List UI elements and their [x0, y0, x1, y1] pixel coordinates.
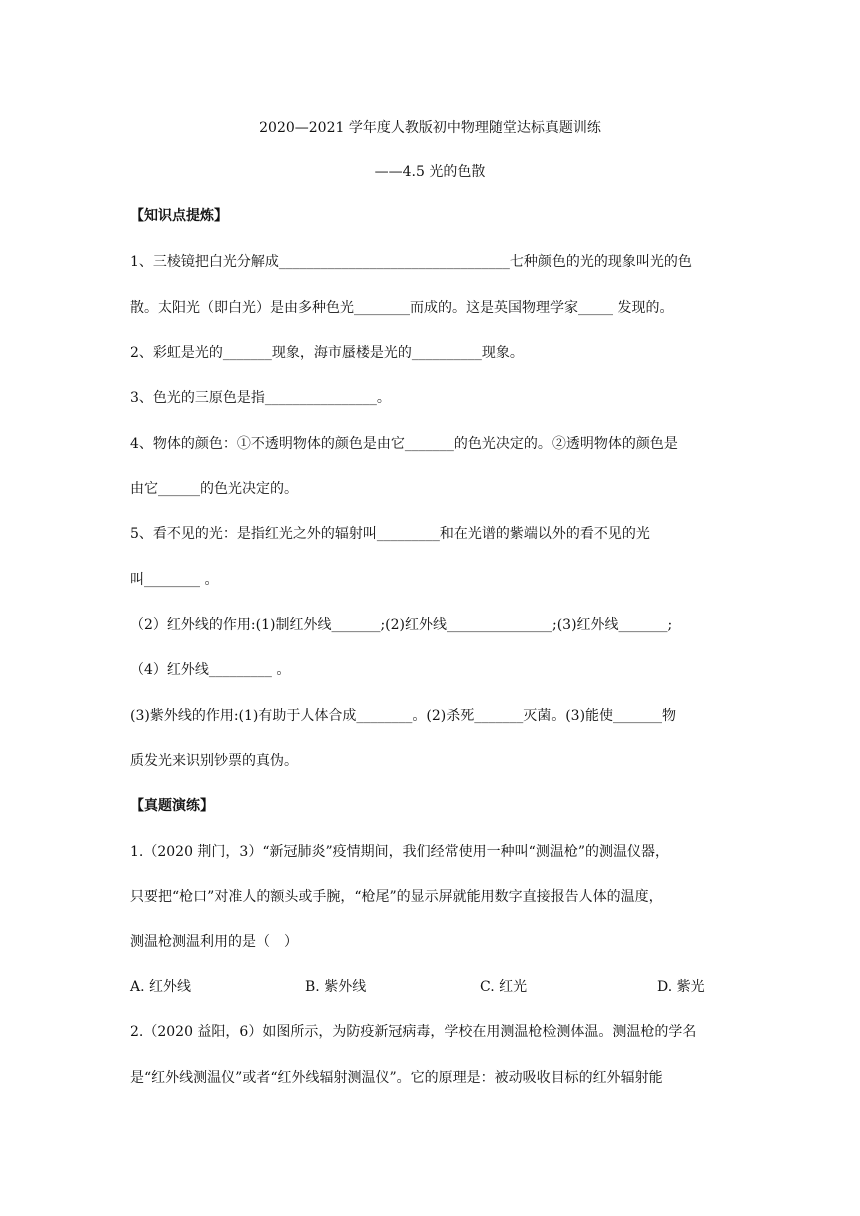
knowledge-line: （4）红外线_________ 。	[130, 662, 291, 678]
knowledge-line: 4、物体的颜色：①不透明物体的颜色是由它_______的色光决定的。②透明物体的颜色是	[130, 436, 678, 452]
knowledge-line: 散。太阳光（即白光）是由多种色光________而成的。这是英国物理学家_____ 发现的。	[130, 300, 674, 316]
knowledge-line: （2）红外线的作用:(1)制红外线_______;(2)红外线_______________;(3)红外线_______;	[130, 617, 673, 633]
knowledge-line: 叫________ 。	[130, 572, 219, 588]
document-subtitle: ——4.5 光的色散	[374, 164, 486, 180]
knowledge-line: 5、看不见的光：是指红光之外的辐射叫_________和在光谱的紫端以外的看不见的光	[130, 526, 650, 542]
knowledge-line: (3)紫外线的作用:(1)有助于人体合成________。(2)杀死_______灭菌。(3)能使_______物	[130, 708, 677, 724]
section-heading-practice: 【真题演练】	[130, 798, 214, 814]
question-line: 测温枪测温利用的是（ ）	[130, 934, 298, 950]
knowledge-line: 1、三棱镜把白光分解成_________________________________七种颜色的光的现象叫光的色	[130, 254, 692, 270]
option-a: A. 红外线	[130, 979, 192, 995]
section-heading-knowledge: 【知识点提炼】	[130, 208, 228, 224]
knowledge-line: 3、色光的三原色是指________________。	[130, 390, 391, 406]
question-line: 只要把“枪口”对准人的额头或手腕，“枪尾”的显示屏就能用数字直接报告人体的温度，	[130, 889, 663, 905]
option-d: D. 紫光	[657, 979, 705, 995]
knowledge-line: 质发光来识别钞票的真伪。	[130, 753, 298, 769]
knowledge-line: 由它______的色光决定的。	[130, 481, 298, 497]
option-b: B. 紫外线	[305, 979, 367, 995]
question-line: 2.（2020 益阳，6）如图所示，为防疫新冠病毒，学校在用测温枪检测体温。测温枪的学名	[130, 1024, 697, 1040]
knowledge-line: 2、彩虹是光的_______现象，海市蜃楼是光的__________现象。	[130, 345, 524, 361]
option-c: C. 红光	[480, 979, 528, 995]
question-line: 1.（2020 荆门，3）“新冠肺炎”疫情期间，我们经常使用一种叫“测温枪”的测温仪器，	[130, 844, 669, 860]
document-title: 2020—2021 学年度人教版初中物理随堂达标真题训练	[259, 120, 601, 136]
question-line: 是“红外线测温仪”或者“红外线辐射测温仪”。它的原理是：被动吸收目标的红外辐射能	[130, 1070, 663, 1086]
